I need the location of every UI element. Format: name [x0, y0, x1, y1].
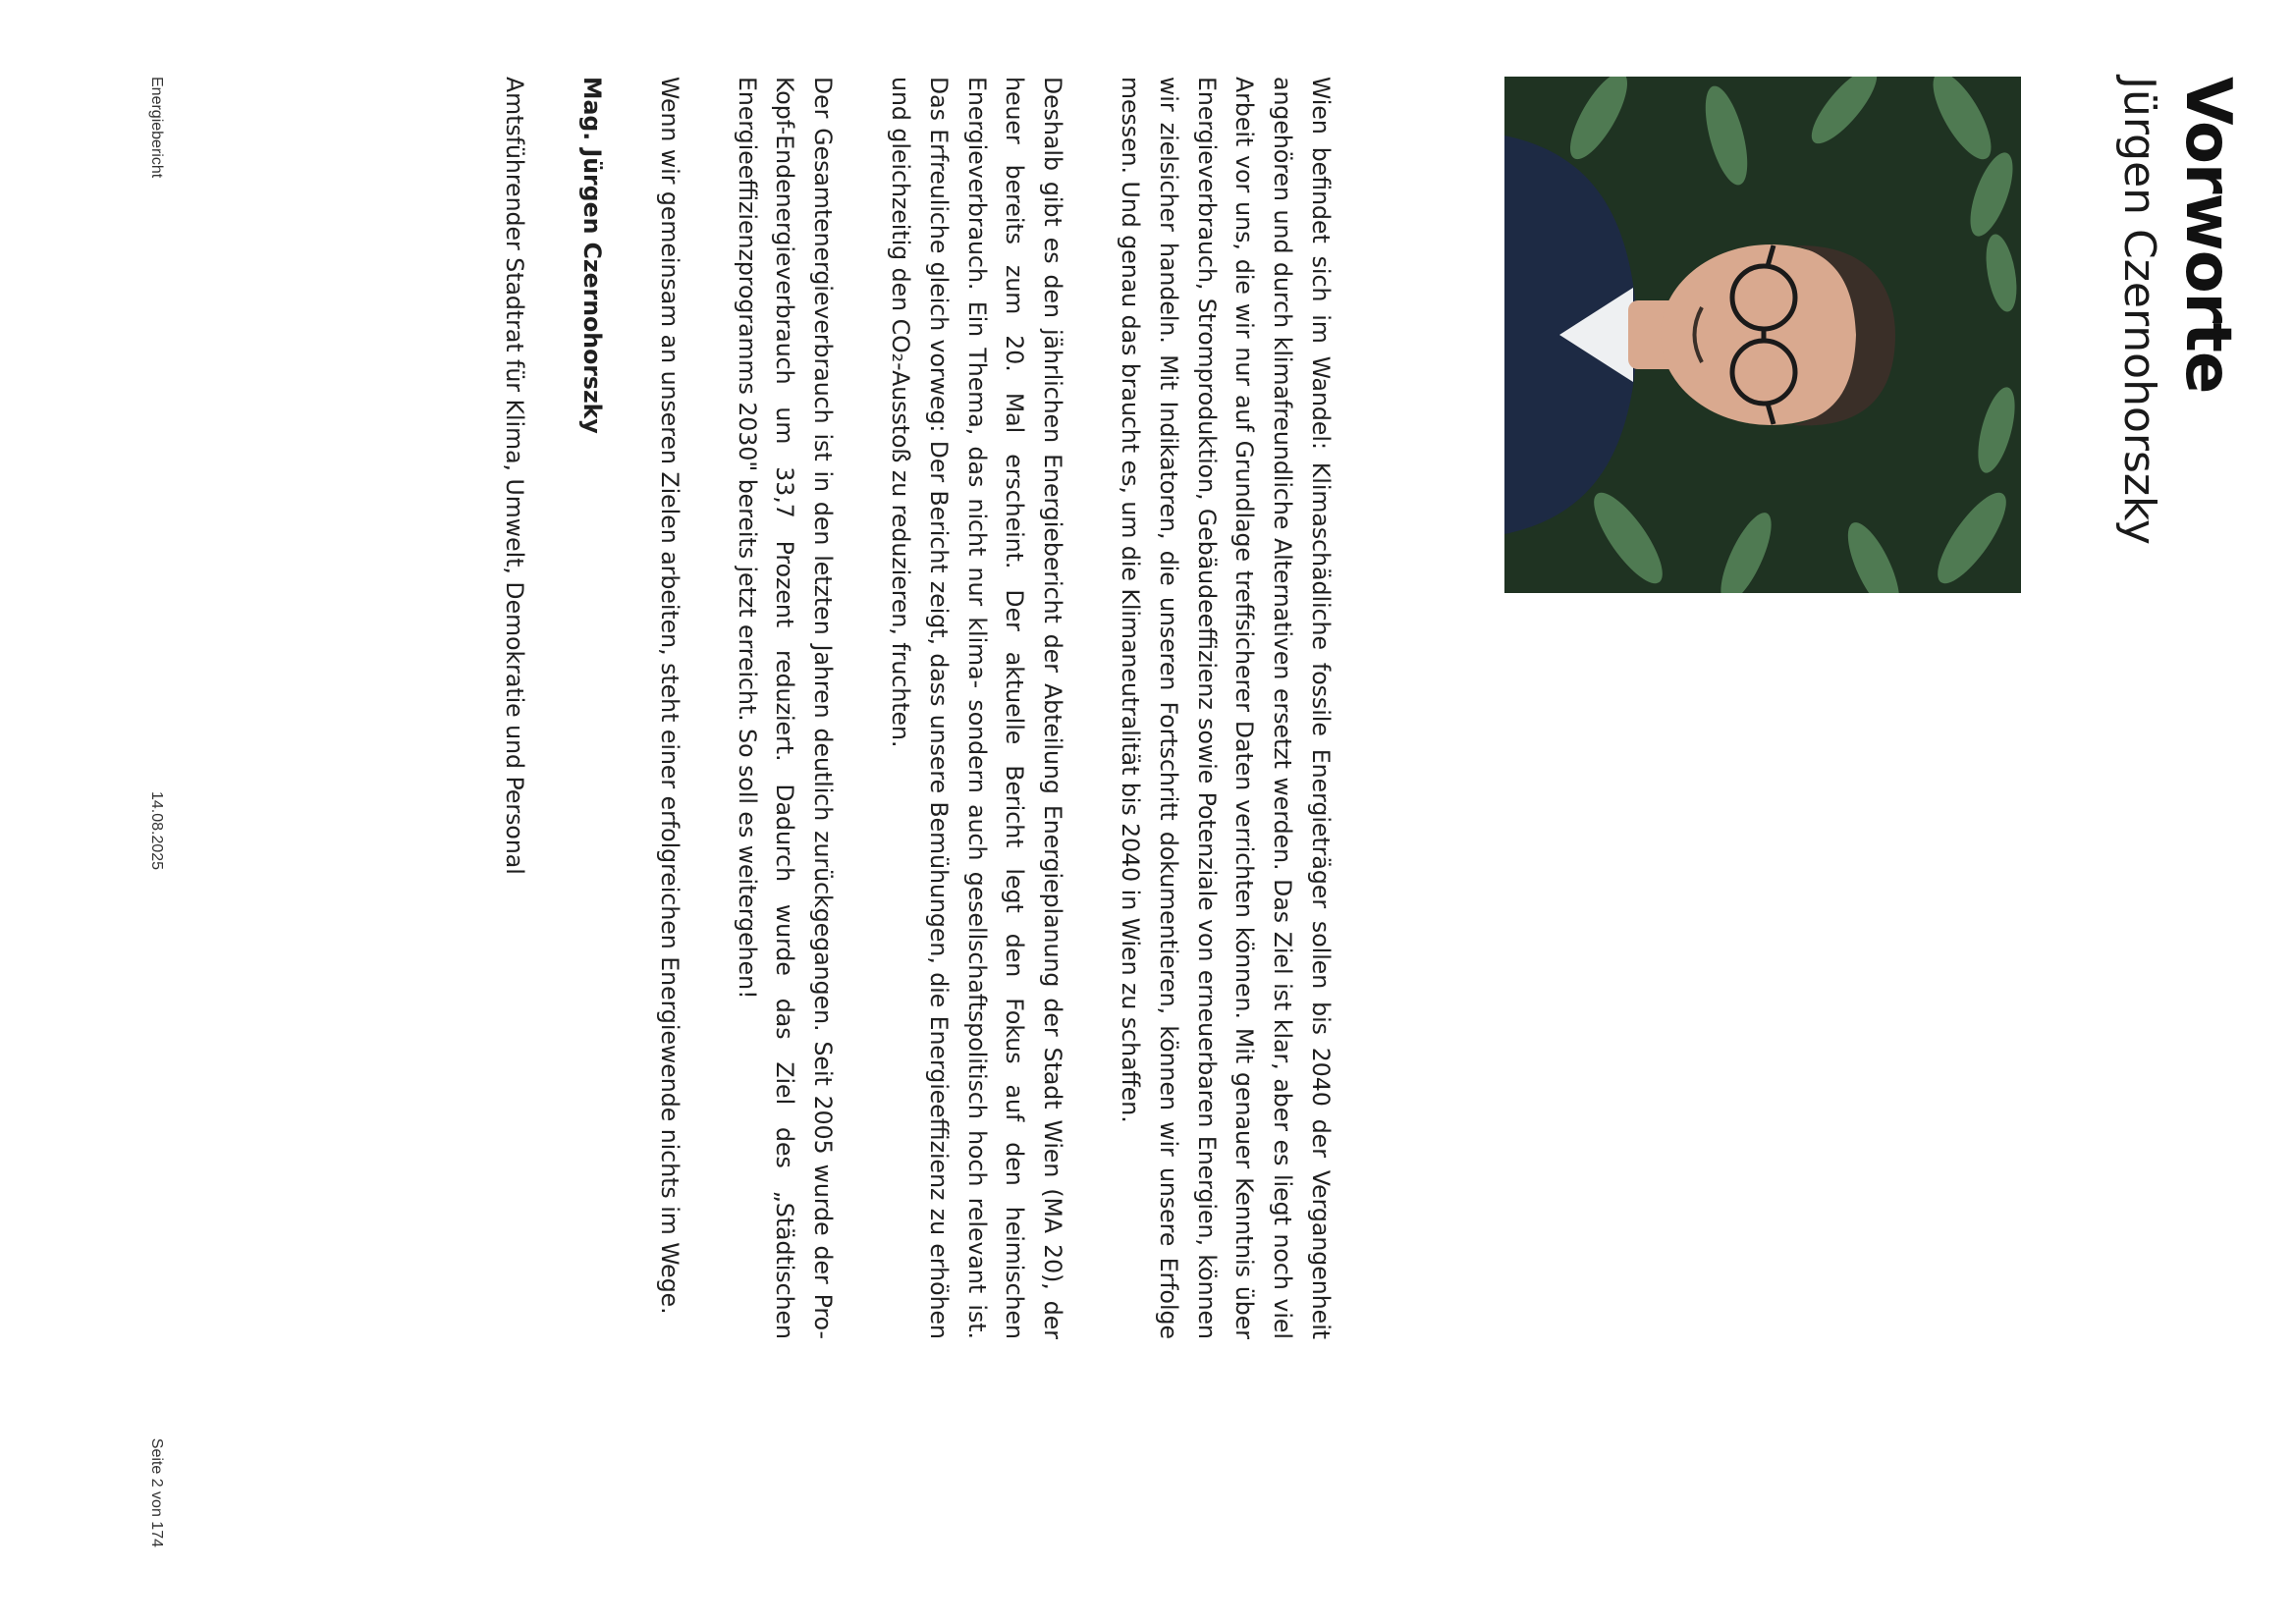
footer-date: 14.08.2025	[148, 791, 165, 871]
foreword-body	[456, 77, 1339, 1339]
paragraph: Wien befindet sich im Wandel: Klimaschädliche fossile Energieträger sollen bis 2040 der Vergangenheit angehören und durch klimafreundliche Alternativen ersetzt werden. Das Ziel ist klar, aber es liegt noch viel Arbeit vor uns, die wir nur auf Grundlage treffsicherer Daten verrichten können. Mit genauer Kenntnis über Energieverbrauch, Stromproduktion, Gebäudeeffizienz sowie Potenziale von erneuerbaren Energien, können wir zielsicher handeln. Mit Indikatoren, die unseren Fortschritt dokumentieren, können wir unsere Erfolge messen. Und genau das braucht es, um die Klimaneutralität bis 2040 in Wien zu schaffen.	[1117, 77, 1335, 1339]
signature-role: Amtsführender Stadtrat für Klima, Umwelt, Demokratie und Personal	[501, 77, 529, 875]
paragraph: Deshalb gibt es den jährlichen Energiebericht der Abteilung Energieplanung der Stadt Wien (MA 20), der heuer bereits zum 20. Mal erscheint. Der aktuelle Bericht legt den Fokus auf den heimischen Energieverbrauch. Ein Thema, das nicht nur klima- sondern auch gesellschaftspolitisch hoch relevant ist. Das Erfreuliche gleich vorweg: Der Bericht zeigt, dass unsere Bemühungen, die Energieeffizienz zu erhöhen und gleichzeitig den CO₂-Ausstoß zu reduzieren, fruchten.	[887, 77, 1067, 1339]
page-footer	[141, 77, 165, 1547]
portrait-photo	[1504, 77, 2021, 593]
paragraph: Der Gesamtenergieverbrauch ist in den letzten Jahren deutlich zurückgegangen. Seit 2005 wurde der Pro-Kopf-Endenergieverbrauch um 33,7 Prozent reduziert. Dadurch wurde das Ziel des „Städtischen Energieeffizienzprogramms 2030" bereits jetzt erreicht. So soll es weitergehen!	[733, 77, 838, 1339]
portrait-illustration	[1504, 77, 2021, 593]
paragraph: Wenn wir gemeinsam an unseren Zielen arbeiten, steht einer erfolgreichen Energiewende nichts im Wege.	[655, 77, 683, 1315]
footer-page-number: Seite 2 von 174	[148, 1437, 165, 1547]
signature-name: Mag. Jürgen Czernohorszky	[578, 77, 607, 434]
footer-document-title: Energiebericht	[148, 77, 165, 179]
section-subtitle: Jürgen Czernohorszky	[2114, 77, 2164, 545]
page-title: Vorworte	[2171, 77, 2244, 394]
